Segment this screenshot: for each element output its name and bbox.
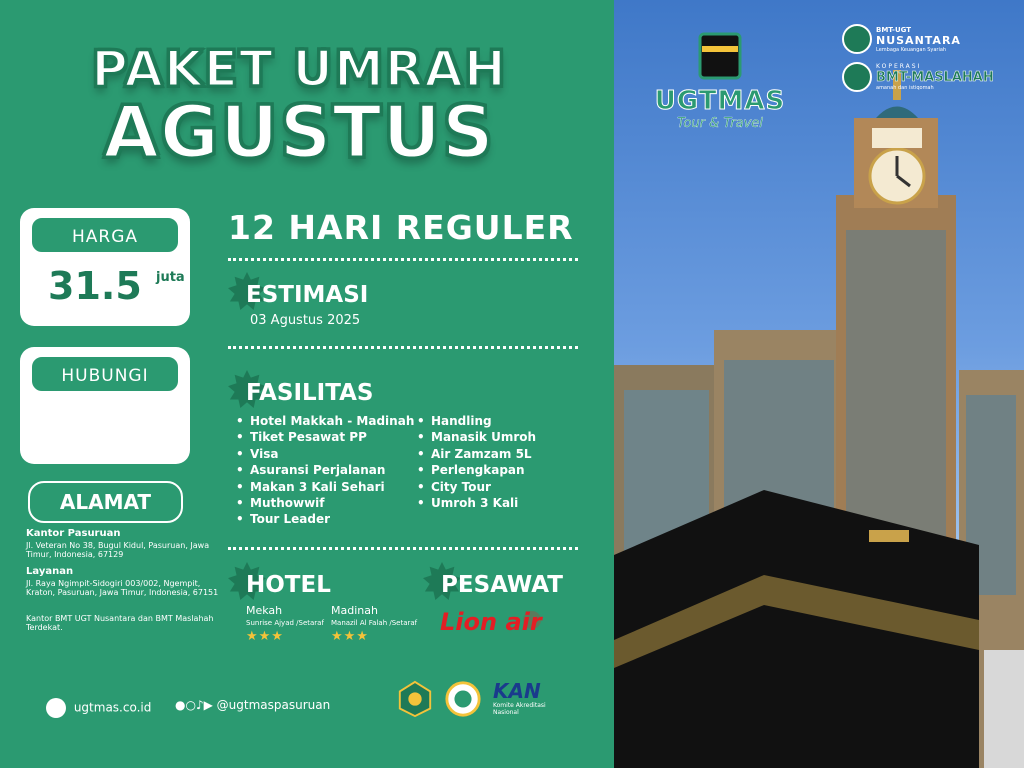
kemenag-logo	[395, 680, 435, 718]
pesawat-title: PESAWAT	[441, 572, 563, 598]
list-item: • Handling	[431, 413, 536, 429]
list-item: • Manasik Umroh	[431, 429, 536, 445]
list-item: • City Tour	[431, 479, 536, 495]
divider	[228, 258, 578, 261]
service-text: Jl. Raya Ngimpit-Sidogiri 003/002, Ngempit, Kraton, Pasuruan, Jawa Timur, Indonesia, 67151	[26, 579, 219, 597]
address-label: ALAMAT	[28, 481, 183, 523]
fasilitas-title: FASILITAS	[246, 380, 374, 406]
ugtmas-sub: Tour & Travel	[677, 116, 763, 131]
bmt-ugt-name: NUSANTARA	[876, 33, 961, 47]
office-title: Kantor Pasuruan	[26, 528, 121, 539]
price-unit: juta	[156, 270, 185, 285]
website-link[interactable]	[46, 698, 151, 718]
ugtmas-name: UGTMAS	[654, 86, 786, 116]
divider	[228, 547, 578, 550]
facility-list-left	[250, 413, 414, 528]
hotel-mekah	[246, 604, 324, 644]
list-item: • Tour Leader	[250, 511, 414, 527]
social-text: @ugtmaspasuruan	[216, 698, 331, 712]
website-text: ugtmas.co.id	[73, 700, 152, 715]
hotel-city: Mekah	[246, 604, 283, 617]
maslahah-logo	[842, 62, 1012, 92]
bmt-ugt-logo	[842, 24, 1012, 54]
maslahah-icon	[842, 62, 872, 92]
title-line1: PAKET UMRAH	[91, 40, 507, 98]
hotel-name: Manazil Al Falah /Setaraf	[331, 619, 418, 627]
price-label: HARGA	[30, 216, 180, 254]
contact-label: HUBUNGI	[30, 355, 180, 393]
service-title: Layanan	[26, 566, 74, 577]
package-duration: 12 HARI REGULER	[228, 208, 574, 247]
sapuhi-logo	[443, 680, 483, 718]
kan-text: KAN	[493, 679, 541, 703]
divider	[228, 346, 578, 349]
branch-note-text: Kantor BMT UGT Nusantara dan BMT Maslahah Terdekat.	[26, 614, 214, 632]
estimasi-title: ESTIMASI	[246, 282, 369, 308]
lion-air-logo	[440, 600, 585, 642]
office-text: Jl. Veteran No 38, Bugul Kidul, Pasuruan, Jawa Timur, Indonesia, 67129	[26, 541, 210, 559]
list-item: • Perlengkapan	[431, 462, 536, 478]
kaaba-logo-icon	[638, 30, 802, 82]
branch-note	[26, 614, 226, 632]
koperasi-label: KOPERASI	[876, 63, 922, 70]
list-item: • Air Zamzam 5L	[431, 446, 536, 462]
bmt-ugt-icon	[842, 24, 872, 54]
title-line2: AGUSTUS	[103, 90, 495, 174]
hotel-stars: ★★★	[246, 629, 284, 644]
list-item: • Visa	[250, 446, 414, 462]
price-value: 31.5	[48, 264, 142, 308]
social-handle[interactable]	[175, 698, 330, 712]
airline-name: Lion air	[440, 608, 542, 636]
globe-icon	[46, 698, 66, 718]
bmt-ugt-sub: Lembaga Keuangan Syariah	[876, 46, 947, 53]
list-item: • Umroh 3 Kali	[431, 495, 536, 511]
list-item: • Makan 3 Kali Sehari	[250, 479, 414, 495]
ugtmas-brand	[638, 30, 802, 131]
kan-logo	[493, 680, 571, 718]
list-item: • Asuransi Perjalanan	[250, 462, 414, 478]
list-item: • Tiket Pesawat PP	[250, 429, 414, 445]
hotel-stars: ★★★	[331, 629, 369, 644]
service-address	[26, 566, 226, 597]
list-item: • Hotel Makkah - Madinah	[250, 413, 414, 429]
hotel-city: Madinah	[331, 604, 378, 617]
hotel-title: HOTEL	[246, 572, 331, 598]
list-item: • Muthowwif	[250, 495, 414, 511]
kan-sub: Komite Akreditasi Nasional	[493, 702, 546, 716]
estimasi-date: 03 Agustus 2025	[250, 313, 361, 328]
price-card	[20, 208, 190, 326]
hotel-name: Sunrise Ajyad /Setaraf	[246, 619, 324, 627]
contact-card	[20, 347, 190, 464]
hotel-madinah	[331, 604, 417, 644]
maslahah-name: BMT-MASLAHAH	[876, 70, 994, 85]
office-address	[26, 528, 226, 559]
facility-list-right	[431, 413, 536, 511]
bmt-ugt-top: BMT-UGT	[876, 25, 912, 34]
maslahah-sub: amanah dan istiqomah	[876, 85, 934, 91]
bmt-brands	[842, 24, 1012, 92]
social-icons: ●○♪▶	[175, 698, 213, 712]
